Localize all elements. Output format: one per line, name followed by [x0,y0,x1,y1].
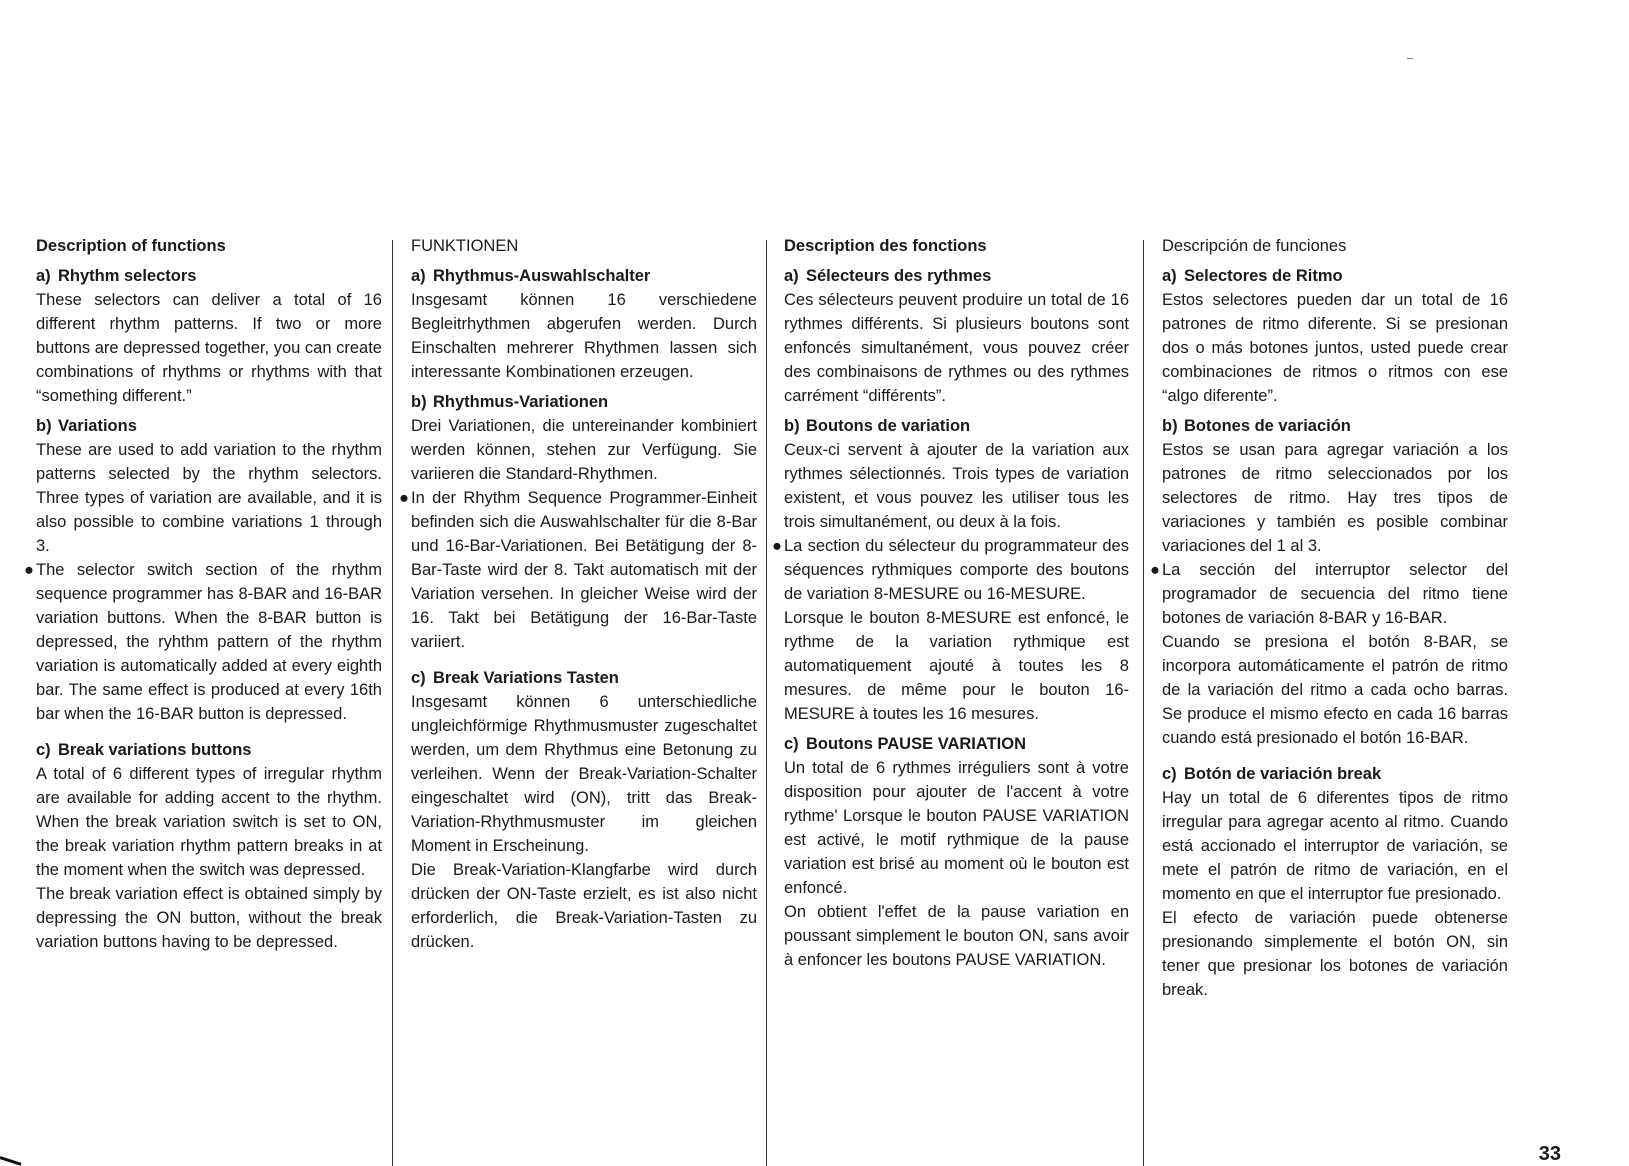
column-heading: FUNKTIONEN [411,237,519,255]
section-a-title: a) Sélecteurs des rythmes [784,267,992,285]
column-divider [1143,240,1144,1166]
section-a-title: a) Rhythmus-Auswahlschalter [411,267,651,285]
section-a-text: Insgesamt können 16 verschiedene Begleitrhythmen abgerufen werden. Durch Einschalten mehrerer Rhythmen lassen sich interessante Kombinationen erzeugen. [411,291,757,381]
section-c-title: c) Botón de variación break [1162,765,1382,783]
section-c-title: c) Break Variations Tasten [411,669,619,687]
section-c-text: Hay un total de 6 diferentes tipos de ritmo irregular para agregar acento al ritmo. Cuando está accionado el interruptor de variación, se mete el patrón de ritmo de variación, en el momento en que el interruptor fue presionado. [1162,789,1508,903]
column-divider [392,240,393,1166]
section-c-text: Insgesamt können 6 unterschiedliche ungleichförmige Rhythmusmuster zugeschaltet werden, um dem Rhythmus eine Betonung zu verleihen. Wenn der Break-Variation-Schalter eingeschaltet wird (ON), tritt das Break-Variation-Rhythmusmuster im gleichen Moment in Erscheinung. [411,693,757,855]
bullet-icon: ● [1150,561,1160,579]
section-b-bullet: ● La section du sélecteur du programmateur des séquences rythmiques comporte des boutons de variation 8-MESURE ou 16-MESURE. [784,534,1129,606]
section-c-text-2: Die Break-Variation-Klangfarbe wird durch drücken der ON-Taste erzielt, es ist also nicht erforderlich, die Break-Variation-Tasten zu drücken. [411,861,757,951]
section-b-title: b) Botones de variación [1162,417,1351,435]
page-number: 33 [1538,1143,1561,1165]
section-b-text: These are used to add variation to the rhythm patterns selected by the rhythm selectors. Three types of variation are available, and it is also possible to combine variations 1 through 3. [36,441,382,555]
section-c-title: c) Boutons PAUSE VARIATION [784,735,1026,753]
section-b-bullet: ● In der Rhythm Sequence Programmer-Einheit befinden sich die Auswahlschalter für die 8-Bar und 16-Bar-Variationen. Bei Betätigung der 8-Bar-Taste wird der 8. Takt automatisch mit der Variation versehen. In gleicher Weise wird der 16. Takt bei Betätigung der 16-Bar-Taste variiert. [411,486,757,654]
section-b-title: b) Variations [36,417,137,435]
section-b-bullet: ● La sección del interruptor selector del programador de secuencia del ritmo tiene botones de variación 8-BAR y 16-BAR. [1162,558,1508,630]
section-c-text-2: The break variation effect is obtained simply by depressing the ON button, without the break variation buttons having to be depressed. [36,885,382,951]
bullet-icon: ● [772,537,782,555]
section-c-text: Un total de 6 rythmes irréguliers sont à votre disposition pour ajouter de l'accent à votre rythme' Lorsque le bouton PAUSE VARIATION est activé, le motif rythmique de la pause variation est brisé au moment où le bouton est enfoncé. [784,759,1129,897]
column-german [399,234,757,954]
bullet-icon: ● [399,489,409,507]
section-a-title: a) Selectores de Ritmo [1162,267,1343,285]
section-b-title: b) Boutons de variation [784,417,971,435]
column-spanish [1150,234,1508,1002]
section-c-title: c) Break variations buttons [36,741,252,759]
section-b-title: b) Rhythmus-Variationen [411,393,609,411]
column-french [772,234,1129,972]
section-a-title: a) Rhythm selectors [36,267,197,285]
column-heading: Descripción de funciones [1162,237,1347,255]
section-b-text: Ceux-ci servent à ajouter de la variation aux rythmes sélectionnés. Trois types de variation existent, et vous pouvez les utiliser tous les trois simultanément, ou deux à la fois. [784,441,1129,531]
section-b-text: Drei Variationen, die untereinander kombiniert werden können, stehen zur Verfügung. Sie variieren die Standard-Rhythmen. [411,417,757,483]
section-a-text: Ces sélecteurs peuvent produire un total de 16 rythmes différents. Si plusieurs boutons sont enfoncés simultanément, vous pouvez créer des combinaisons de rythmes ou des rythmes carrément “différents”. [784,291,1129,405]
corner-mark [0,1156,21,1166]
section-c-text-2: On obtient l'effet de la pause variation en poussant simplement le bouton ON, sans avoir à enfoncer les boutons PAUSE VARIATION. [784,903,1129,969]
section-b-text: Estos se usan para agregar variación a los patrones de ritmo seleccionados por los selectores de ritmo. Hay tres tipos de variaciones y también es posible combinar variaciones del 1 al 3. [1162,441,1508,555]
section-a-text: Estos selectores pueden dar un total de 16 patrones de ritmo diferente. Si se presionan dos o más botones juntos, usted puede crear combinaciones de ritmos o ritmos con ese “algo diferente”. [1162,291,1508,405]
section-c-text: A total of 6 different types of irregular rhythm are available for adding accent to the rhythm. When the break variation switch is set to ON, the break variation rhythm pattern breaks in at the moment when the switch was depressed. [36,765,382,879]
bullet-icon: ● [24,561,34,579]
stray-mark [1407,58,1413,59]
column-heading: Description of functions [36,237,226,255]
section-b-note: Lorsque le bouton 8-MESURE est enfoncé, le rythme de la variation rythmique est automatiquement ajouté à toutes les 8 mesures. de même pour le bouton 16-MESURE à toutes les 16 mesures. [784,609,1129,723]
section-c-text-2: El efecto de variación puede obtenerse presionando simplemente el botón ON, sin tener que presionar los botones de variación break. [1162,909,1508,999]
section-b-bullet: ● The selector switch section of the rhythm sequence programmer has 8-BAR and 16-BAR variation buttons. When the 8-BAR button is depressed, the ryhthm pattern of the rhythm variation is automatically added at every eighth bar. The same effect is produced at every 16th bar when the 16-BAR button is depressed. [36,558,382,726]
section-a-text: These selectors can deliver a total of 16 different rhythm patterns. If two or more buttons are depressed together, you can create combinations of rhythms or rhythms with that “something different.” [36,291,382,405]
column-heading: Description des fonctions [784,237,987,255]
column-english [24,234,382,954]
section-b-note: Cuando se presiona el botón 8-BAR, se incorpora automáticamente el patrón de ritmo de la variación del ritmo a cada ocho barras. Se produce el mismo efecto en cada 16 barras cuando está presionado el botón 16-BAR. [1162,633,1508,747]
column-divider [766,240,767,1166]
